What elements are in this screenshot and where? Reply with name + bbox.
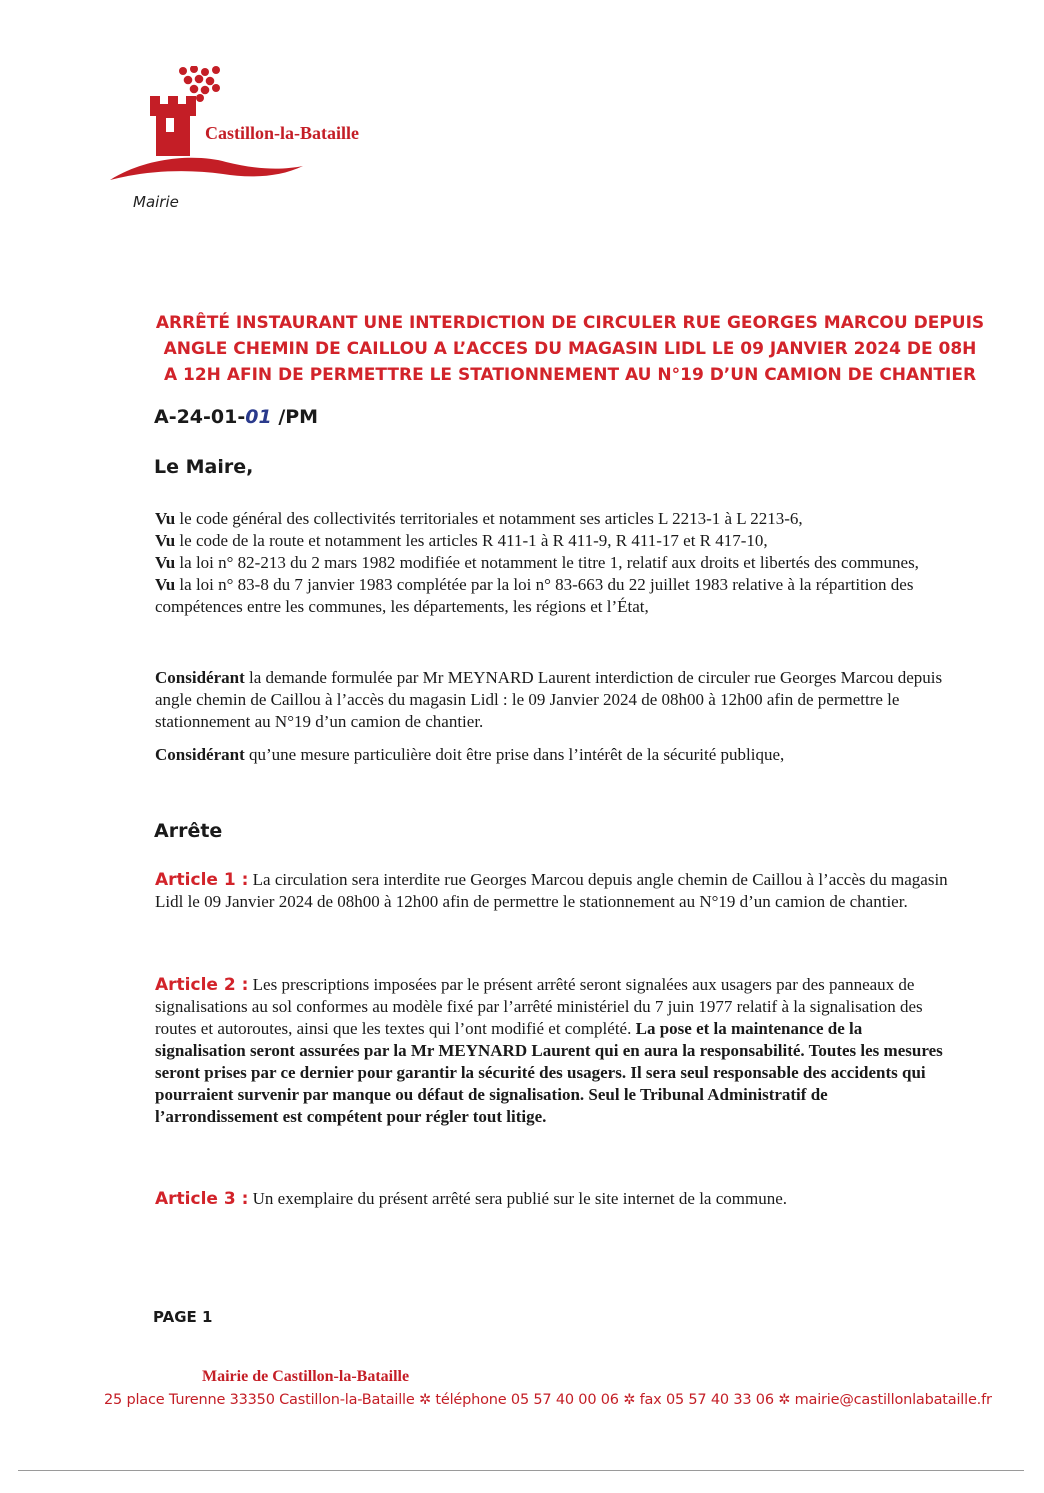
title-line: A 12H AFIN DE PERMETTRE LE STATIONNEMENT AU N°19 D’UN CAMION DE CHANTIER bbox=[163, 365, 977, 385]
vu-item: Vu le code général des collectivités territoriales et notamment ses articles L 2213-1 à L 2213-6, bbox=[155, 509, 803, 528]
reference-handwritten: 01 bbox=[245, 406, 272, 428]
vu-item: Vu le code de la route et notamment les articles R 411-1 à R 411-9, R 411-17 et R 417-10, bbox=[155, 531, 768, 550]
article-label: Article 2 : bbox=[155, 975, 249, 995]
town-name: Castillon-la-Bataille bbox=[205, 123, 359, 143]
document-title bbox=[140, 310, 1000, 388]
title-line: ARRÊTÉ INSTAURANT UNE INTERDICTION DE CIRCULER RUE GEORGES MARCOU DEPUIS bbox=[155, 313, 985, 333]
reference-number bbox=[154, 406, 318, 428]
mairie-label: Mairie bbox=[133, 193, 179, 211]
grapes-icon bbox=[179, 66, 220, 102]
considerant-2: Considérant qu’une mesure particulière doit être prise dans l’intérêt de la sécurité publique, bbox=[155, 745, 785, 764]
reference-prefix: A-24-01- bbox=[154, 406, 246, 428]
arrete-heading: Arrête bbox=[154, 820, 223, 842]
article-1: Article 1 : La circulation sera interdite rue Georges Marcou depuis angle chemin de Caillou à l’accès du magasin Lidl le 09 Janvier 2024 de 08h00 à 12h00 afin de permettre le stationnement au N°19 d’un camion de chantier. bbox=[155, 870, 948, 911]
bottom-rule bbox=[18, 1470, 1024, 1471]
footer-title: Mairie de Castillon-la-Bataille bbox=[202, 1368, 410, 1385]
footer-address: 25 place Turenne 33350 Castillon-la-Bataille ✲ téléphone 05 57 40 00 06 ✲ fax 05 57 40 33 06 ✲ mairie@castillonlabataille.fr bbox=[104, 1392, 992, 1408]
authority-heading: Le Maire, bbox=[154, 456, 254, 478]
article-3: Article 3 : Un exemplaire du présent arrêté sera publié sur le site internet de la commune. bbox=[155, 1189, 788, 1209]
article-2: Article 2 : Les prescriptions imposées par le présent arrêté seront signalées aux usagers par des panneaux de signalisations au sol conformes au modèle fixé par l’arrêté ministériel du 7 juin 1977 relatif à la signalisation des routes et autoroutes, ainsi que les textes qui l’ont modifié et complété. La pose et la maintenance de la signalisation seront assurées par la Mr MEYNARD Laurent qui en aura la responsabilité. Toutes les mesures seront prises par ce dernier pour garantir la sécurité des usagers. Il sera seul responsable des accidents qui pourraient survenir par manque ou défaut de signalisation. Seul le Tribunal Administratif de l’arrondissement est compétent pour régler tout litige. bbox=[155, 975, 943, 1126]
vu-block bbox=[155, 508, 955, 618]
swoosh-icon bbox=[110, 158, 303, 180]
title-line: ANGLE CHEMIN DE CAILLOU A L’ACCES DU MAGASIN LIDL LE 09 JANVIER 2024 DE 08H bbox=[163, 339, 977, 359]
article-label: Article 3 : bbox=[155, 1189, 249, 1209]
reference-suffix: /PM bbox=[271, 406, 319, 428]
article-label: Article 1 : bbox=[155, 870, 249, 890]
page-number: PAGE 1 bbox=[153, 1308, 213, 1326]
tower-icon bbox=[150, 96, 196, 156]
considerant-1: Considérant la demande formulée par Mr MEYNARD Laurent interdiction de circuler rue Georges Marcou depuis angle chemin de Caillou à l’accès du magasin Lidl : le 09 Janvier 2024 de 08h00 à 12h00 afin de permettre le stationnement au N°19 d’un camion de chantier. bbox=[155, 668, 943, 731]
vu-item: Vu la loi n° 82-213 du 2 mars 1982 modifiée et notamment le titre 1, relatif aux droits et libertés des communes, bbox=[155, 553, 919, 572]
vu-item: Vu la loi n° 83-8 du 7 janvier 1983 complétée par la loi n° 83-663 du 22 juillet 1983 relative à la répartition des compétences entre les communes, les départements, les régions et l’État, bbox=[155, 575, 914, 616]
